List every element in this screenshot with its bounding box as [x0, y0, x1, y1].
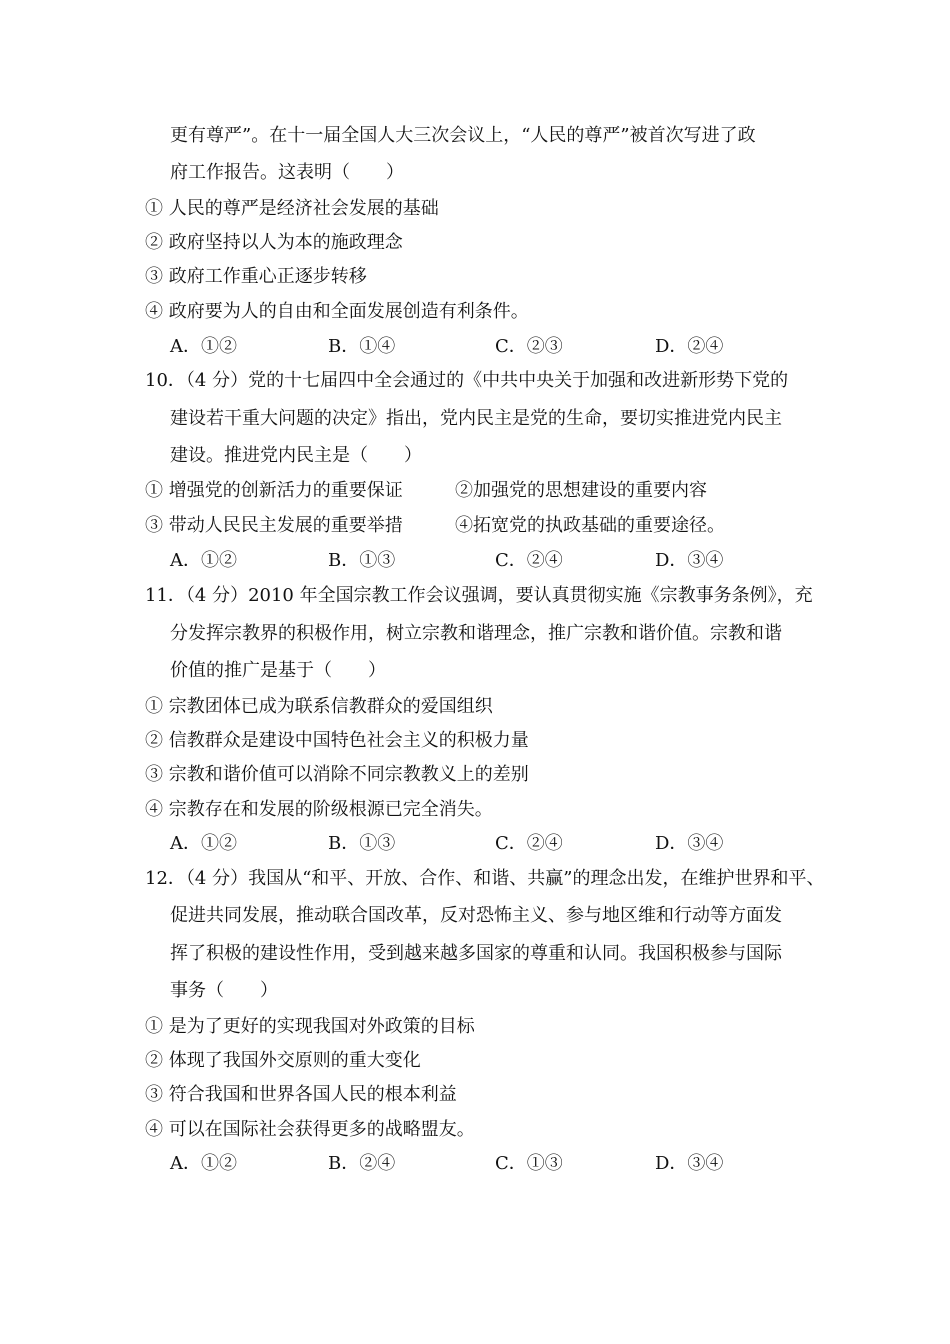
answer-statement: ③ 宗教和谐价值可以消除不同宗教教义上的差别 — [145, 764, 529, 785]
choice-option-c: C．②④ — [495, 833, 563, 854]
question-stem-line: 分发挥宗教界的积极作用，树立宗教和谐理念，推广宗教和谐价值。宗教和谐 — [170, 623, 782, 644]
choice-option-a: A．①② — [170, 1153, 237, 1174]
choice-option-d: D．②④ — [655, 336, 724, 357]
question-stem-line: 建设若干重大问题的决定》指出，党内民主是党的生命，要切实推进党内民主 — [170, 408, 782, 429]
choice-option-c: C．②④ — [495, 550, 563, 571]
choice-option-a: A．①② — [170, 336, 237, 357]
choice-option-b: B．①④ — [328, 336, 396, 357]
answer-statement: ③ 带动人民民主发展的重要举措 — [145, 515, 403, 536]
question-stem-line: 事务（ ） — [170, 980, 278, 1001]
choice-option-a: A．①② — [170, 550, 237, 571]
choice-option-d: D．③④ — [655, 550, 724, 571]
answer-statement: ① 人民的尊严是经济社会发展的基础 — [145, 198, 439, 219]
choice-option-d: D．③④ — [655, 833, 724, 854]
question-12-title: 12．（4 分）我国从“和平、开放、合作、和谐、共赢”的理念出发，在维护世界和平、 — [145, 868, 825, 889]
answer-statement: ② 体现了我国外交原则的重大变化 — [145, 1050, 421, 1071]
answer-statement: ③ 政府工作重心正逐步转移 — [145, 266, 367, 287]
answer-statement: ④ 政府要为人的自由和全面发展创造有利条件。 — [145, 301, 529, 322]
question-stem-line: 更有尊严”。在十一届全国人大三次会议上，“人民的尊严”被首次写进了政 — [170, 125, 756, 146]
answer-statement: ③ 符合我国和世界各国人民的根本利益 — [145, 1084, 457, 1105]
answer-statement: ②加强党的思想建设的重要内容 — [455, 480, 707, 501]
choice-option-c: C．①③ — [495, 1153, 563, 1174]
question-stem-line: 促进共同发展，推动联合国改革，反对恐怖主义、参与地区维和行动等方面发 — [170, 905, 782, 926]
choice-option-b: B．①③ — [328, 550, 396, 571]
answer-statement: ② 信教群众是建设中国特色社会主义的积极力量 — [145, 730, 529, 751]
answer-statement: ④ 可以在国际社会获得更多的战略盟友。 — [145, 1119, 475, 1140]
question-10-title: 10．（4 分）党的十七届四中全会通过的《中共中央关于加强和改进新形势下党的 — [145, 370, 789, 391]
choice-option-b: B．①③ — [328, 833, 396, 854]
choice-option-b: B．②④ — [328, 1153, 396, 1174]
question-11-title: 11．（4 分）2010 年全国宗教工作会议强调，要认真贯彻实施《宗教事务条例》，充 — [145, 585, 813, 606]
choice-option-c: C．②③ — [495, 336, 563, 357]
choice-option-d: D．③④ — [655, 1153, 724, 1174]
answer-statement: ① 是为了更好的实现我国对外政策的目标 — [145, 1016, 475, 1037]
answer-statement: ① 宗教团体已成为联系信教群众的爱国组织 — [145, 696, 493, 717]
answer-statement: ④拓宽党的执政基础的重要途径。 — [455, 515, 725, 536]
answer-statement: ① 增强党的创新活力的重要保证 — [145, 480, 403, 501]
answer-statement: ④ 宗教存在和发展的阶级根源已完全消失。 — [145, 799, 493, 820]
question-stem-line: 挥了积极的建设性作用，受到越来越多国家的尊重和认同。我国积极参与国际 — [170, 943, 782, 964]
question-stem-line: 府工作报告。这表明（ ） — [170, 162, 404, 183]
choice-option-a: A．①② — [170, 833, 237, 854]
question-stem-line: 价值的推广是基于（ ） — [170, 660, 386, 681]
answer-statement: ② 政府坚持以人为本的施政理念 — [145, 232, 403, 253]
question-stem-line: 建设。推进党内民主是（ ） — [170, 445, 422, 466]
